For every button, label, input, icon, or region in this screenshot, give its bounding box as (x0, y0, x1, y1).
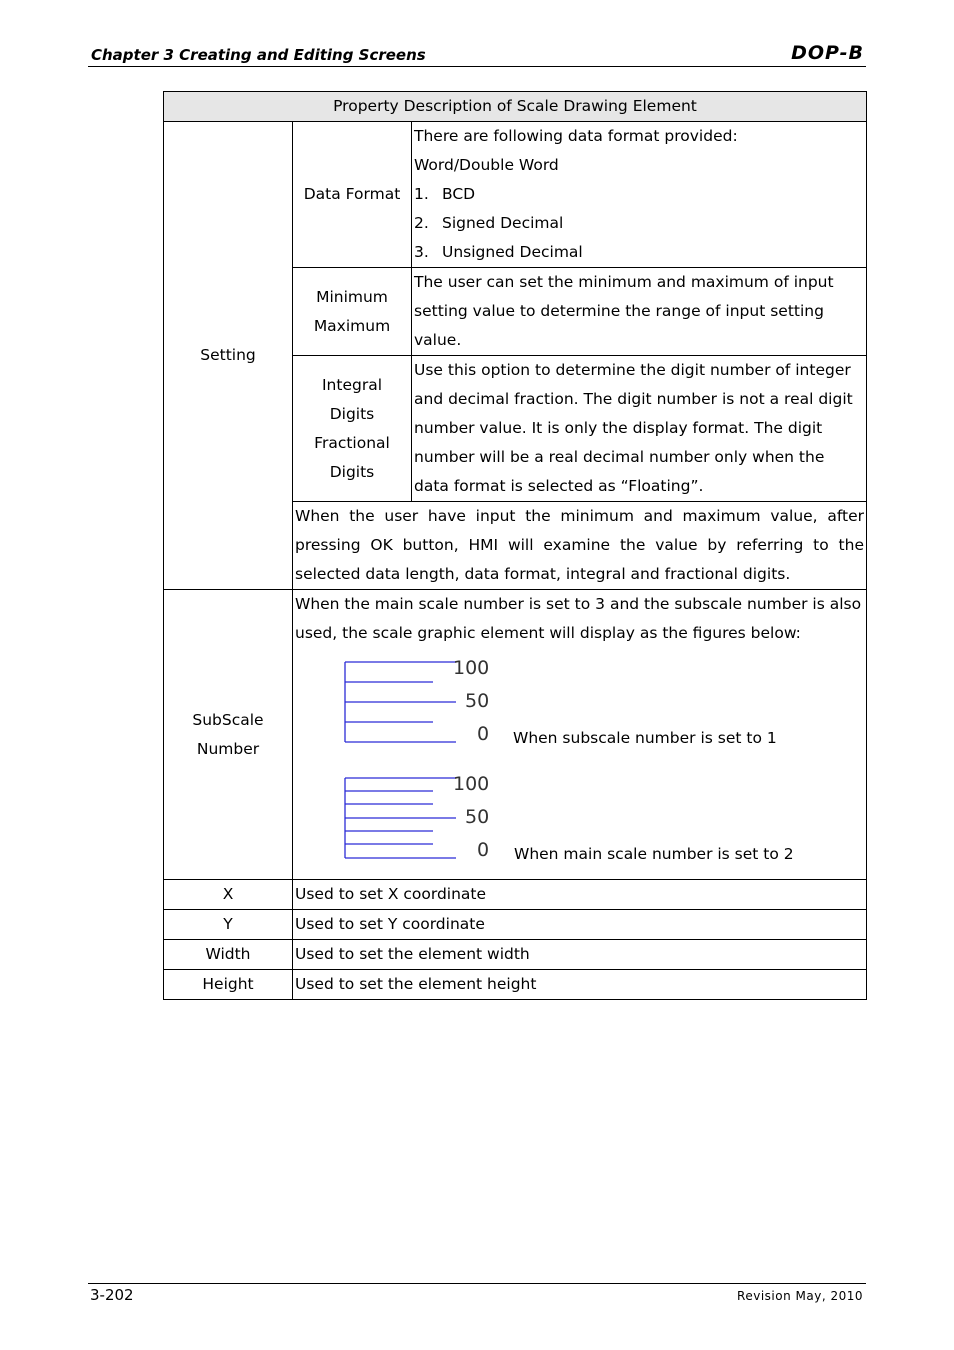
page-header (88, 42, 866, 67)
setting-note: When the user have input the minimum and maximum value, after pressing OK button, HMI will examine the value by referring to the selected data length, data format, integral and fractional digits. (293, 502, 867, 590)
y-label: Y (164, 910, 293, 940)
digits-desc: Use this option to determine the digit number of integer and decimal fraction. The digit number is not a real digit number value. It is only the display format. The digit number will be a real decimal number only when the data format is selected as “Floating”. (412, 356, 867, 502)
digits-label: Integral Digits Fractional Digits (293, 356, 412, 502)
x-label: X (164, 880, 293, 910)
setting-label: Setting (164, 122, 293, 590)
brand-logo: DOP-B (791, 42, 864, 64)
tick-label: 50 (465, 806, 490, 828)
min-max-desc: The user can set the minimum and maximum of input setting value to determine the range of input setting value. (412, 268, 867, 356)
tick-label: 0 (477, 723, 490, 745)
revision-date: Revision May, 2010 (737, 1289, 863, 1303)
tick-label: 0 (477, 839, 490, 861)
data-format-intro: There are following data format provided: (414, 127, 738, 145)
page-number: 3-202 (90, 1286, 134, 1304)
tick-label: 100 (453, 773, 490, 795)
tick-label: 50 (465, 690, 490, 712)
figure-1-caption: When subscale number is set to 1 (513, 729, 777, 747)
table-title: Property Description of Scale Drawing Element (164, 92, 867, 122)
data-format-word: Word/Double Word (414, 156, 559, 174)
width-desc: Used to set the element width (293, 940, 867, 970)
min-max-label: Minimum Maximum (293, 268, 412, 356)
height-label: Height (164, 970, 293, 1000)
property-table (163, 91, 867, 1000)
chapter-title: Chapter 3 Creating and Editing Screens (91, 46, 426, 64)
subscale-label: SubScale Number (164, 590, 293, 880)
list-item: 1. BCD (414, 185, 476, 203)
subscale-desc: When the main scale number is set to 3 and the subscale number is also used, the scale graphic element will display as the figures below: (295, 595, 862, 642)
y-desc: Used to set Y coordinate (293, 910, 867, 940)
scale-figures (295, 648, 864, 878)
list-item: 3. Unsigned Decimal (414, 243, 583, 261)
tick-label: 100 (453, 657, 490, 679)
page-footer (88, 1283, 866, 1308)
list-item: 2. Signed Decimal (414, 214, 564, 232)
x-desc: Used to set X coordinate (293, 880, 867, 910)
figure-2-caption: When main scale number is set to 2 (514, 845, 794, 863)
subscale-desc-cell (293, 590, 867, 880)
width-label: Width (164, 940, 293, 970)
height-desc: Used to set the element height (293, 970, 867, 1000)
data-format-desc (412, 122, 867, 268)
data-format-label: Data Format (293, 122, 412, 268)
